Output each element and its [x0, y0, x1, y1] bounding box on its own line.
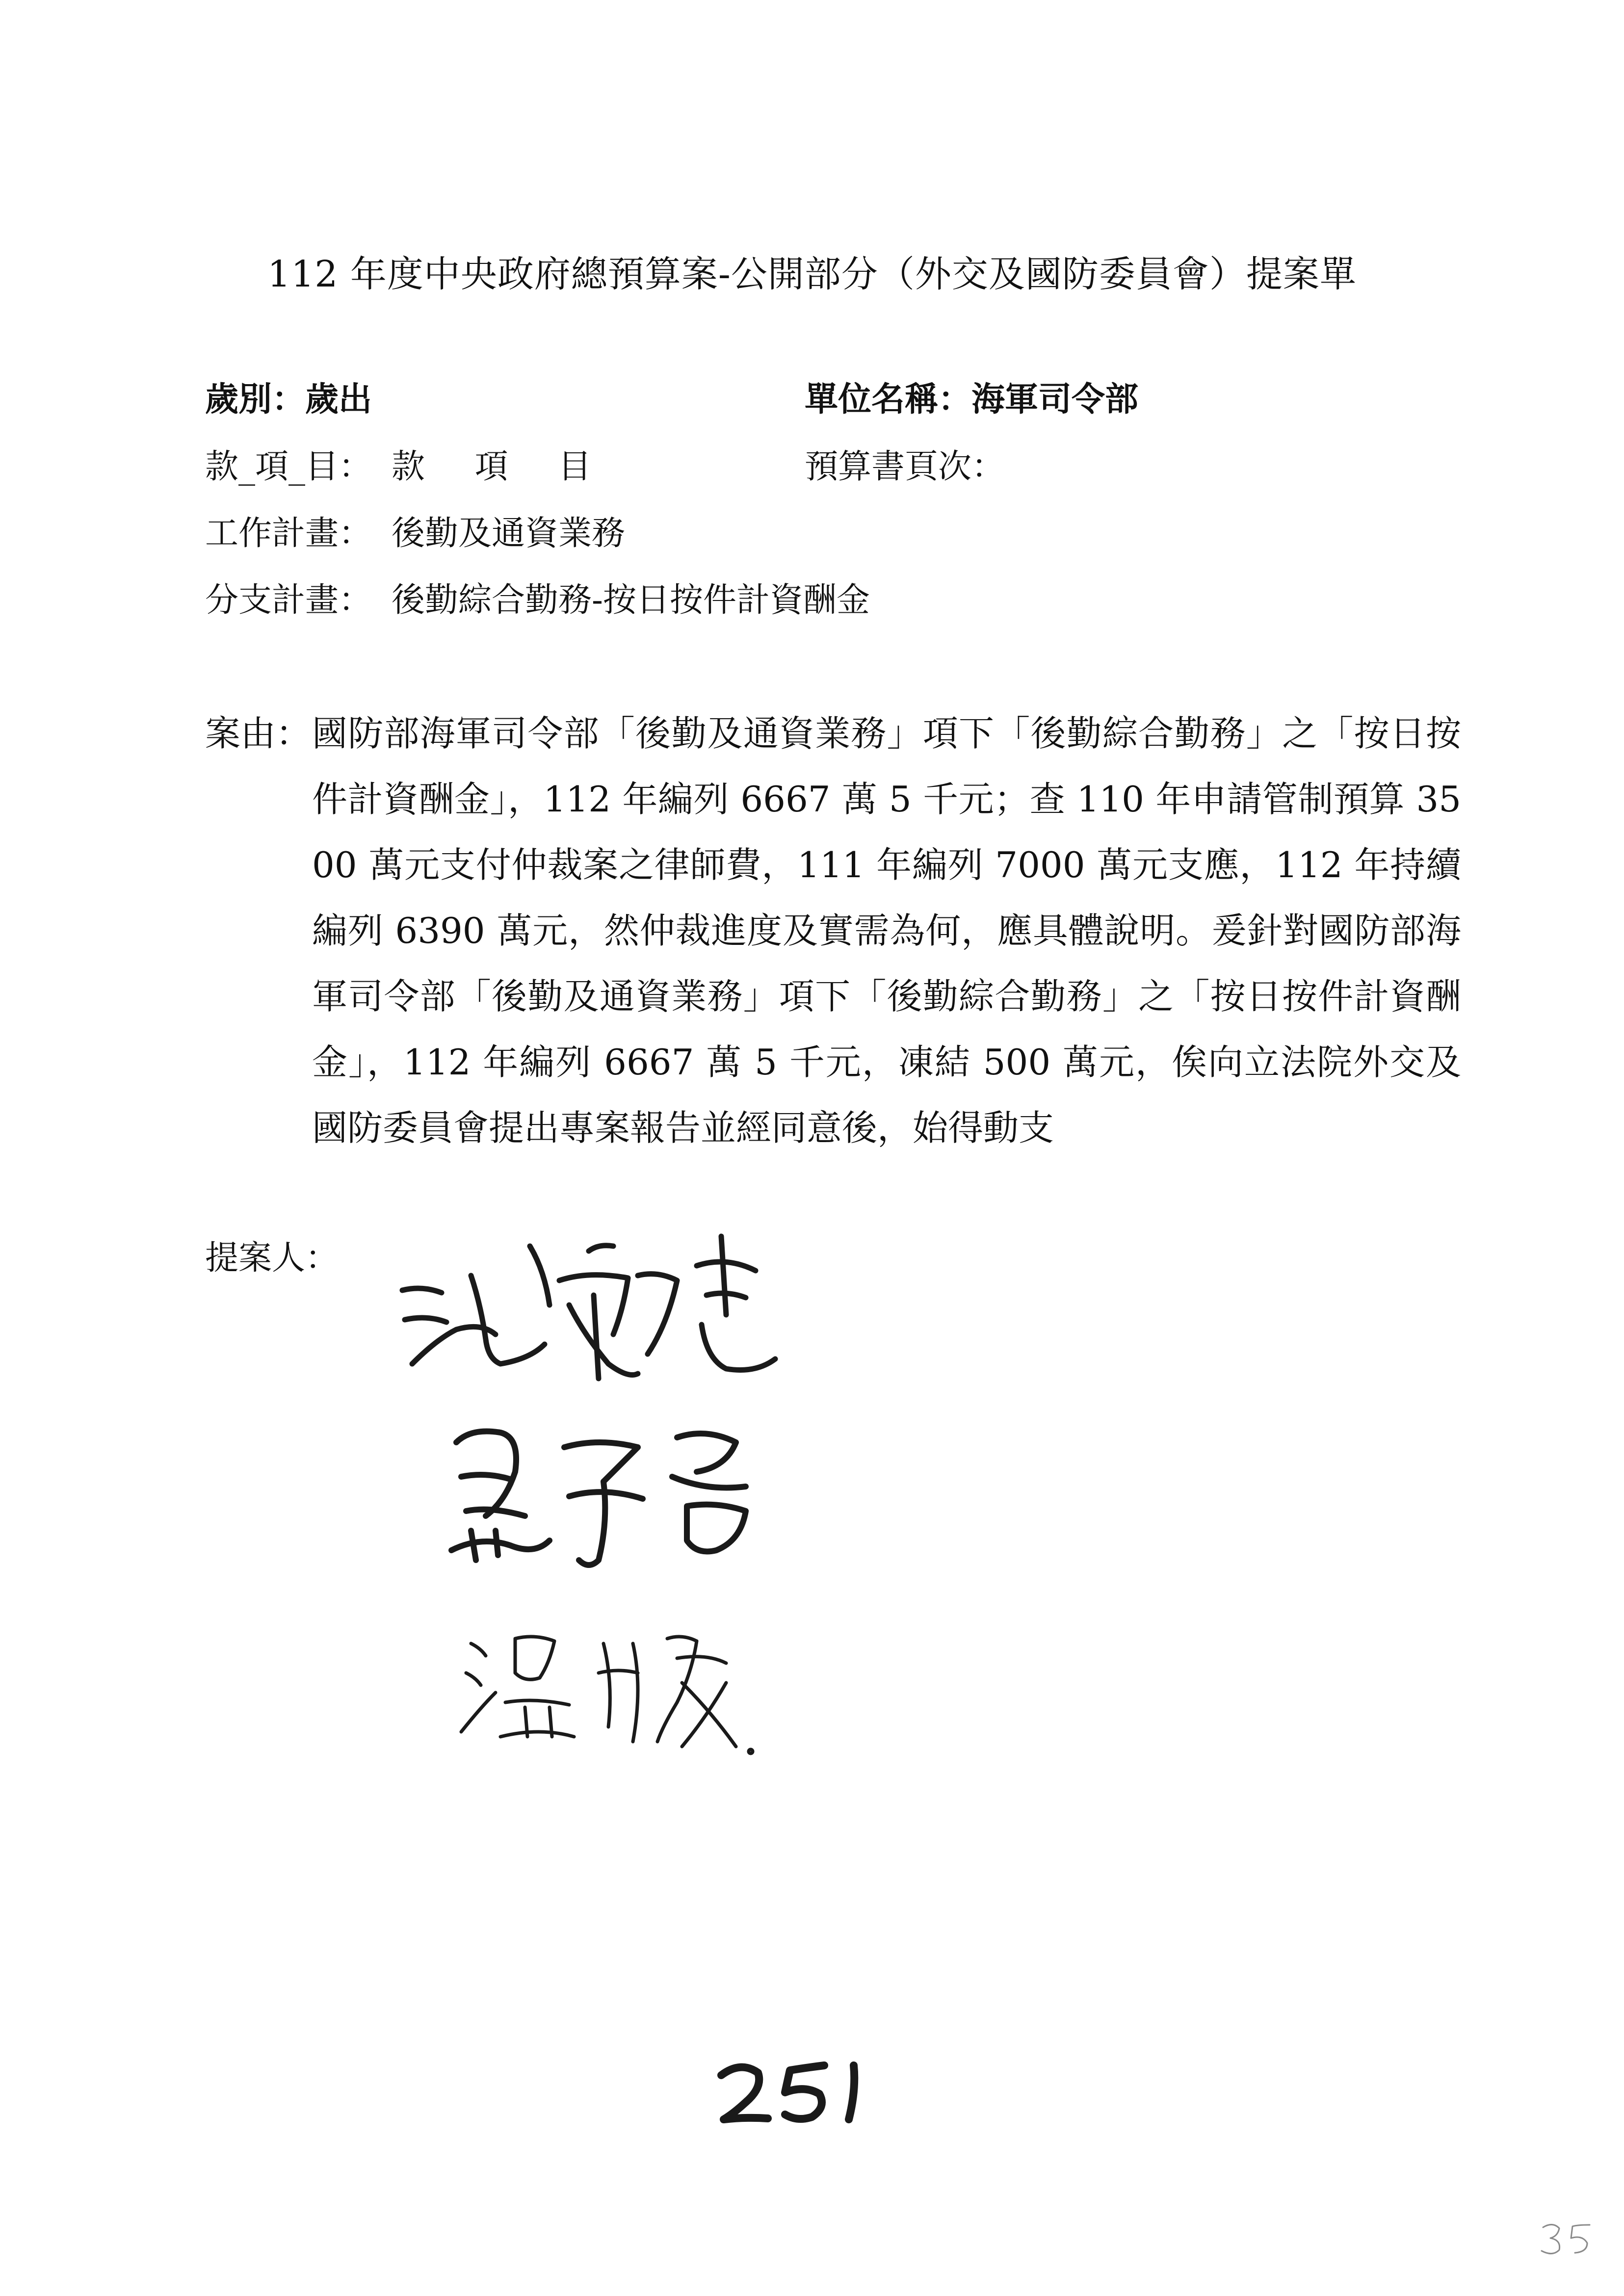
subplan-label: 分支計畫： [205, 581, 372, 620]
unit-value: 海軍司令部 [971, 380, 1139, 419]
proposer-label: 提案人： [205, 1239, 339, 1278]
category-field [205, 380, 372, 419]
signature-1 [383, 1217, 814, 1403]
signature-3 [451, 1614, 805, 1761]
category-label: 歲別： [205, 380, 306, 419]
subplan-value: 後勤綜合勤務-按日按件計資酬金 [392, 581, 870, 620]
plan-value: 後勤及通資業務 [392, 514, 626, 553]
subplan-field [205, 581, 870, 620]
unit-label: 單位名稱： [805, 380, 972, 419]
handwritten-page-number [707, 2051, 883, 2129]
corner-page-number [1536, 2218, 1599, 2262]
plan-label: 工作計畫： [205, 514, 372, 553]
item-field [205, 447, 611, 486]
page-ref-field [805, 447, 1005, 486]
plan-field [205, 514, 626, 553]
reason-section [205, 701, 1461, 1161]
category-value: 歲出 [305, 380, 372, 419]
item-label: 款_項_目： [205, 447, 372, 486]
page-ref-label: 預算書頁次： [805, 447, 1005, 486]
document-title: 112 年度中央政府總預算案-公開部分（外交及國防委員會）提案單 [267, 253, 1357, 295]
unit-field [805, 380, 1139, 419]
reason-label: 案由： [205, 713, 312, 754]
signature-2 [442, 1413, 795, 1580]
item-value: 款 項 目 [392, 447, 611, 486]
reason-text: 國防部海軍司令部「後勤及通資業務」項下「後勤綜合勤務」之「按日按件計資酬金」，112 年編列 6667 萬 5 千元；查 110 年申請管制預算 3500 萬元支付仲裁案之律師費，111 年編列 7000 萬元支應，112 年持續編列 6390 萬元，然仲裁進度及實需為何，應具體說明。爰針對國防部海軍司令部「後勤及通資業務」項下「後勤綜合勤務」之「按日按件計資酬金」，112 年編列 6667 萬 5 千元，凍結 500 萬元，俟向立法院外交及國防委員會提出專案報告並經同意後，始得動支 [312, 713, 1461, 1148]
